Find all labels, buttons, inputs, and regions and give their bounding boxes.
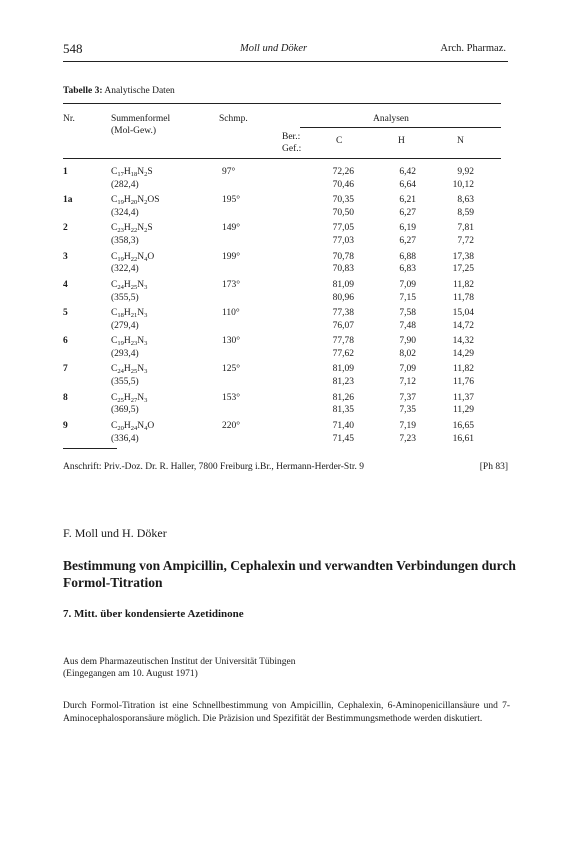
row-ber-n: 9,92 — [457, 167, 474, 177]
row-ber-h: 6,21 — [399, 195, 416, 206]
manuscript-ref: [Ph 83] — [479, 462, 508, 472]
row-gef-n: 11,78 — [452, 292, 474, 303]
row-gef-n: 8,59 — [457, 207, 474, 218]
received-date: (Eingegangen am 10. August 1971) — [63, 669, 198, 679]
col-header-ber: Ber.: — [282, 132, 301, 142]
article-authors: F. Moll und H. Döker — [63, 526, 167, 540]
row-melting-point: 110° — [222, 308, 240, 318]
article-subtitle: 7. Mitt. über kondensierte Azetidinone — [63, 608, 244, 620]
row-gef-h: 8,02 — [399, 348, 416, 359]
row-gef-h: 6,64 — [399, 179, 416, 190]
row-gef-n: 11,29 — [452, 405, 474, 416]
row-mol-weight: (293,4) — [111, 348, 139, 359]
row-ber-c: 81,09 — [332, 279, 354, 290]
row-ber-n: 11,82 — [452, 279, 474, 290]
row-number: 1a — [63, 195, 73, 206]
row-melting-point: 199° — [222, 251, 241, 262]
table-header-rule — [63, 158, 501, 159]
row-formula: $C_{18}H_{21}N_3$ — [111, 308, 148, 319]
table-top-rule — [63, 103, 501, 104]
header-rule — [63, 61, 508, 62]
col-header-n: N — [457, 136, 464, 146]
col-header-c: C — [336, 136, 343, 146]
row-gef-h: 6,83 — [399, 264, 416, 275]
row-ber-c: 70,78 — [332, 251, 354, 262]
row-gef-c: 77,03 — [332, 236, 354, 247]
row-ber-c: 77,38 — [332, 308, 354, 318]
col-header-nr: Nr. — [63, 114, 75, 124]
row-number: 7 — [63, 364, 68, 375]
running-head-authors: Moll und Döker — [240, 43, 308, 54]
article-title: Bestimmung von Ampicillin, Cephalexin und verwandten Verbindungen durch Formol-Titration — [63, 558, 516, 590]
row-mol-weight: (282,4) — [111, 179, 139, 190]
row-number: 9 — [63, 420, 68, 431]
row-gef-c: 70,50 — [332, 207, 354, 218]
row-gef-c: 80,96 — [332, 292, 354, 303]
row-mol-weight: (355,5) — [111, 292, 139, 303]
row-ber-h: 6,88 — [399, 251, 416, 262]
row-ber-c: 81,26 — [332, 392, 354, 403]
row-gef-n: 14,29 — [452, 348, 474, 359]
row-number: 4 — [63, 279, 68, 290]
row-mol-weight: (324,4) — [111, 207, 139, 218]
row-formula: $C_{19}H_{20}N_2OS$ — [111, 195, 160, 207]
row-ber-h: 7,58 — [399, 308, 416, 318]
row-ber-h: 7,09 — [399, 364, 416, 375]
row-gef-h: 6,27 — [399, 236, 416, 247]
row-mol-weight: (322,4) — [111, 264, 139, 275]
row-ber-h: 7,37 — [399, 392, 416, 403]
row-gef-n: 17,25 — [452, 264, 474, 275]
row-mol-weight: (336,4) — [111, 433, 139, 444]
row-ber-n: 8,63 — [457, 195, 474, 206]
analysen-rule — [300, 127, 501, 128]
col-header-bergef — [282, 131, 301, 155]
row-ber-n: 11,37 — [452, 392, 474, 403]
row-formula: $C_{19}H_{22}N_4O$ — [111, 251, 155, 263]
row-gef-n: 11,76 — [452, 377, 474, 388]
col-header-analysen: Analysen — [373, 114, 409, 124]
row-formula: $C_{24}H_{25}N_3$ — [111, 279, 148, 291]
row-melting-point: 173° — [222, 279, 241, 290]
table-caption — [63, 86, 175, 96]
row-ber-h: 7,90 — [399, 336, 416, 347]
row-gef-c: 81,23 — [332, 377, 354, 388]
row-ber-c: 72,26 — [332, 167, 354, 177]
row-melting-point: 195° — [222, 195, 241, 206]
institute: Aus dem Pharmazeutischen Institut der Universität Tübingen — [63, 657, 296, 667]
row-ber-c: 77,05 — [332, 223, 354, 234]
row-melting-point: 220° — [222, 420, 241, 431]
row-gef-h: 7,23 — [399, 433, 416, 444]
row-number: 3 — [63, 251, 68, 262]
row-melting-point: 125° — [222, 364, 241, 375]
row-melting-point: 130° — [222, 336, 241, 347]
row-gef-h: 7,15 — [399, 292, 416, 303]
row-gef-n: 7,72 — [457, 236, 474, 247]
author-address: Anschrift: Priv.-Doz. Dr. R. Haller, 7800 Freiburg i.Br., Hermann-Herder-Str. 9 — [63, 462, 364, 472]
row-ber-c: 70,35 — [332, 195, 354, 206]
row-formula: $C_{23}H_{22}N_2S$ — [111, 223, 153, 235]
row-ber-h: 6,19 — [399, 223, 416, 234]
row-ber-n: 11,82 — [452, 364, 474, 375]
row-formula: $C_{17}H_{18}N_2S$ — [111, 167, 153, 178]
row-gef-h: 7,48 — [399, 320, 416, 331]
row-ber-n: 15,04 — [452, 308, 474, 318]
institute-block — [63, 656, 296, 680]
row-number: 2 — [63, 223, 68, 234]
row-ber-h: 7,19 — [399, 420, 416, 431]
row-mol-weight: (369,5) — [111, 405, 139, 416]
page-number: 548 — [63, 41, 83, 56]
row-formula: $C_{20}H_{24}N_4O$ — [111, 420, 155, 432]
row-number: 1 — [63, 167, 68, 177]
col-header-h: H — [398, 136, 405, 146]
abstract: Durch Formol-Titration ist eine Schnellbestimmung von Ampicillin, Cephalexin, 6-Aminopenicillansäure und 7-Aminocephalosporansäure möglich. Die Präzision und Spezifität der Bestimmungsmethode werden diskutiert. — [63, 701, 510, 724]
col-header-gef: Gef.: — [282, 144, 302, 154]
row-ber-n: 16,65 — [452, 420, 474, 431]
row-melting-point: 153° — [222, 392, 241, 403]
row-gef-n: 14,72 — [452, 320, 474, 331]
row-gef-n: 16,61 — [452, 433, 474, 444]
row-gef-c: 70,46 — [332, 179, 354, 190]
table-caption-label: Tabelle 3: — [63, 86, 103, 96]
row-melting-point: 97° — [222, 167, 236, 177]
row-gef-c: 71,45 — [332, 433, 354, 444]
row-gef-c: 81,35 — [332, 405, 354, 416]
row-mol-weight: (358,3) — [111, 236, 139, 247]
row-mol-weight: (279,4) — [111, 320, 139, 331]
row-ber-h: 6,42 — [399, 167, 416, 177]
running-head-journal: Arch. Pharmaz. — [440, 43, 506, 54]
row-gef-n: 10,12 — [452, 179, 474, 190]
footnote-rule — [63, 448, 117, 449]
row-formula: $C_{24}H_{25}N_3$ — [111, 364, 148, 376]
row-formula: $C_{19}H_{23}N_3$ — [111, 336, 148, 348]
row-ber-n: 17,38 — [452, 251, 474, 262]
col-header-formula — [111, 113, 170, 137]
row-ber-h: 7,09 — [399, 279, 416, 290]
row-melting-point: 149° — [222, 223, 241, 234]
col-header-schmp: Schmp. — [219, 114, 248, 124]
row-number: 5 — [63, 308, 68, 318]
row-mol-weight: (355,5) — [111, 377, 139, 388]
col-header-formula-line2: (Mol-Gew.) — [111, 126, 157, 136]
row-ber-c: 71,40 — [332, 420, 354, 431]
row-gef-h: 7,12 — [399, 377, 416, 388]
row-ber-c: 77,78 — [332, 336, 354, 347]
row-ber-n: 14,32 — [452, 336, 474, 347]
row-gef-h: 7,35 — [399, 405, 416, 416]
row-gef-c: 76,07 — [332, 320, 354, 331]
row-ber-c: 81,09 — [332, 364, 354, 375]
row-gef-c: 70,83 — [332, 264, 354, 275]
table-caption-text: Analytische Daten — [104, 86, 175, 96]
row-gef-h: 6,27 — [399, 207, 416, 218]
row-ber-n: 7,81 — [457, 223, 474, 234]
row-formula: $C_{25}H_{27}N_3$ — [111, 392, 148, 404]
row-number: 8 — [63, 392, 68, 403]
row-gef-c: 77,62 — [332, 348, 354, 359]
col-header-formula-line1: Summenformel — [111, 114, 171, 124]
row-number: 6 — [63, 336, 68, 347]
